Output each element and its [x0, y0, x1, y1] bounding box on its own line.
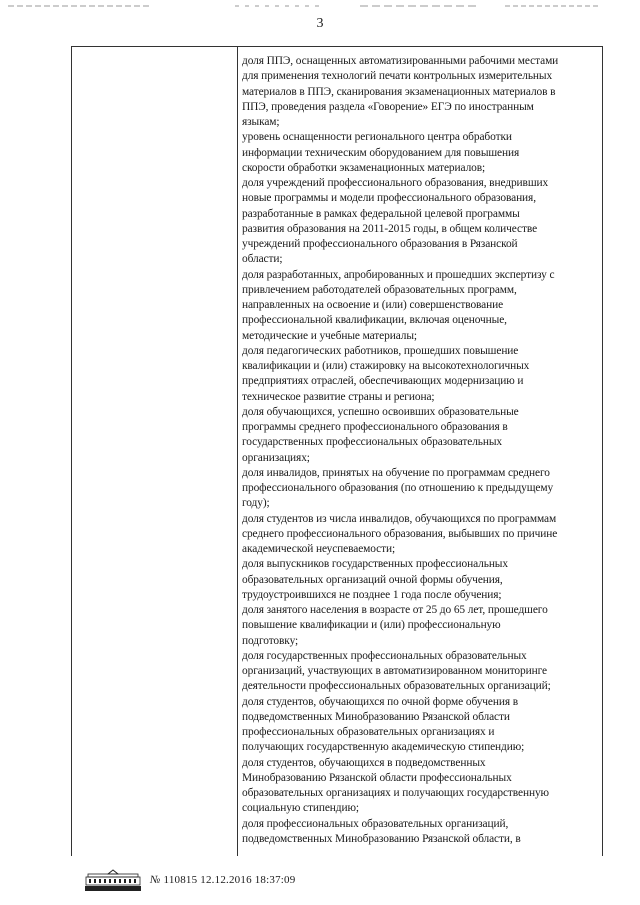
text-line: доля ППЭ, оснащенных автоматизированными рабочими местами — [242, 55, 559, 67]
text-line: материалов в ППЭ, сканирования экзаменационных материалов в — [242, 85, 556, 98]
text-line: уровень оснащенности регионального центра обработки — [242, 131, 512, 144]
text-line: предприятиях отраслей, обеспечивающих модернизацию и — [242, 375, 524, 388]
text-line: направленных на освоение и (или) совершенствование — [242, 299, 504, 311]
text-line: профессиональных образовательных организациях и — [242, 726, 495, 738]
text-line: развития образования на 2011-2015 годы, в общем количестве — [242, 222, 538, 235]
text-line: образовательных организациях и получающих государственную — [242, 787, 549, 799]
text-line: доля инвалидов, принятых на обучение по программам среднего — [242, 466, 550, 479]
text-line: доля занятого населения в возрасте от 25 до 65 лет, прошедшего — [242, 604, 548, 616]
text-line: социальную стипендию; — [242, 802, 359, 815]
text-line: трудоустроившихся не позднее 1 года после обучения; — [242, 588, 502, 601]
text-line: привлечением работодателей образовательных программ, — [242, 283, 517, 296]
document-footer — [84, 868, 295, 892]
text-line: среднего профессионального образования, выбывших по причине — [242, 527, 558, 540]
text-line: получающих государственную академическую стипендию; — [242, 741, 525, 754]
text-line: доля студентов из числа инвалидов, обучающихся по программам — [242, 512, 557, 525]
text-line: профессиональной квалификации, включая оценочные, — [242, 314, 507, 327]
table-column-divider — [237, 47, 238, 856]
text-line: программы среднего профессионального образования в — [242, 421, 508, 433]
text-line: академической неуспеваемости; — [242, 543, 396, 555]
text-line: учреждений профессионального образования в Рязанской — [242, 238, 518, 250]
page-number: 3 — [316, 16, 324, 31]
text-line: году); — [242, 497, 270, 510]
text-line: скорости обработки экзаменационных материалов; — [242, 161, 486, 174]
doc-datetime: 12.12.2016 18:37:09 — [200, 874, 296, 886]
text-line: образовательных организаций очной формы обучения, — [242, 573, 503, 586]
text-line: подготовку; — [242, 634, 299, 647]
text-line: профессионального образования (по отношению к предыдущему — [242, 482, 554, 494]
text-line: разработанные в рамках федеральной целевой программы — [242, 207, 520, 220]
text-line: Минобразованию Рязанской области профессиональных — [242, 771, 512, 784]
text-line: подведомственных Минобразованию Рязанской области, в — [242, 832, 521, 845]
text-line: техническое развитие страны и региона; — [242, 390, 435, 403]
text-line: повышение квалификации и (или) профессиональную — [242, 619, 501, 632]
text-line: доля разработанных, апробированных и прошедших экспертизу с — [242, 268, 555, 281]
text-line: доля обучающихся, успешно освоивших образовательные — [242, 405, 519, 418]
text-line: подведомственных Минобразованию Рязанской области — [242, 710, 510, 723]
text-line: для применения технологий печати контрольных измерительных — [242, 70, 553, 83]
government-building-logo-icon — [84, 868, 142, 892]
text-line: доля государственных профессиональных образовательных — [242, 649, 527, 662]
text-line: новые программы и модели профессионального образования, — [242, 192, 536, 205]
number-sign: № — [150, 874, 161, 886]
text-line: доля педагогических работников, прошедших повышение — [242, 344, 519, 357]
text-line: организациях; — [242, 451, 310, 464]
doc-number: 110815 — [163, 874, 198, 886]
scan-top-edge-marks — [0, 3, 640, 9]
text-line: доля выпускников государственных профессиональных — [242, 558, 508, 571]
text-line: доля профессиональных образовательных организаций, — [242, 817, 509, 830]
text-line: организаций, участвующих в автоматизированном мониторинге — [242, 665, 547, 677]
text-line: квалификации и (или) стажировку на высокотехнологичных — [242, 360, 530, 372]
text-line: деятельности профессиональных образовательных организаций; — [242, 680, 551, 693]
text-line: ППЭ, проведения раздела «Говорение» ЕГЭ по иностранным — [242, 100, 534, 113]
document-table — [71, 46, 603, 856]
text-line: доля учреждений профессионального образования, внедривших — [242, 177, 549, 189]
text-line: информации техническим оборудованием для повышения — [242, 146, 520, 159]
table-cell-indicators — [242, 54, 602, 847]
text-line: методические и учебные материалы; — [242, 329, 417, 342]
text-line: области; — [242, 253, 283, 266]
text-line: языкам; — [242, 116, 280, 128]
document-registration-stamp — [150, 874, 295, 886]
text-line: доля студентов, обучающихся по очной форме обучения в — [242, 695, 519, 708]
text-line: государственных профессиональных образовательных — [242, 436, 503, 449]
text-line: доля студентов, обучающихся в подведомственных — [242, 756, 486, 769]
